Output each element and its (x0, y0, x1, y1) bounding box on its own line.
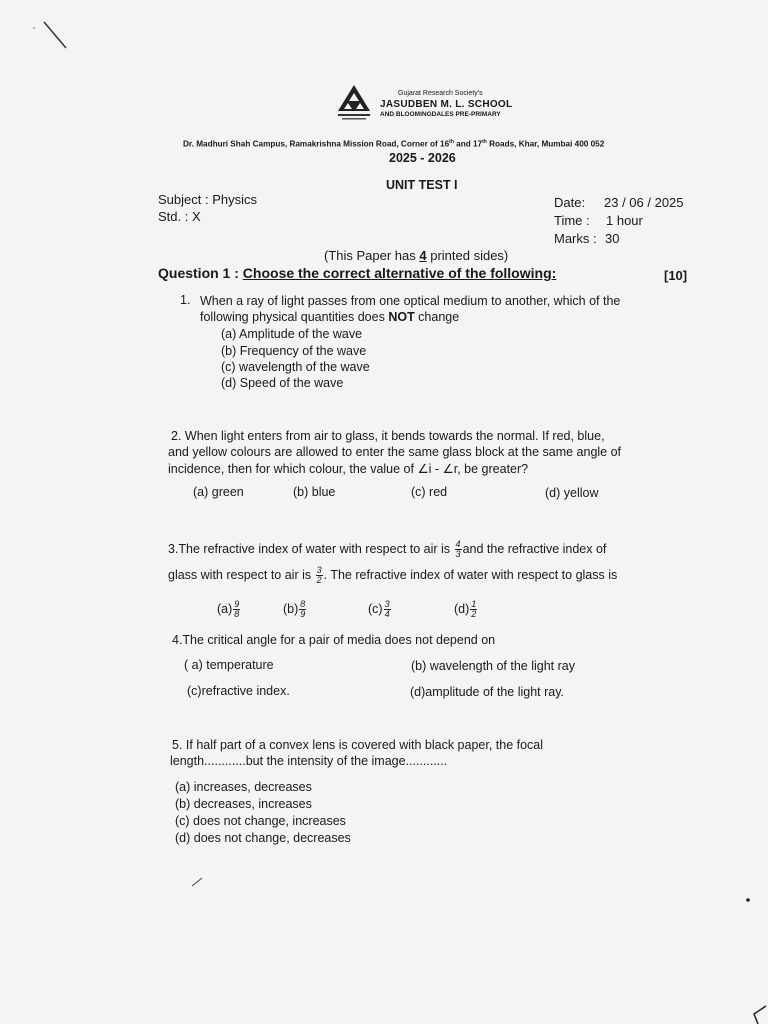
q1-option-d: (d) Speed of the wave (221, 376, 344, 390)
standard: Std. : X (158, 209, 201, 224)
question-1-marks: [10] (664, 268, 688, 283)
marks-value: 30 (605, 231, 620, 246)
q1-line-2: following physical quantities does NOT change (200, 310, 460, 324)
q4-line-1: 4.The critical angle for a pair of media does not depend on (172, 633, 496, 647)
q2-line-2: and yellow colours are allowed to enter the same glass block at the same angle of (168, 445, 622, 459)
q1-number: 1. (180, 293, 191, 307)
scan-mark-top-left (20, 14, 80, 54)
q3-line-2: glass with respect to air is $\frac{3}{2}$ . The refractive index of water with respect to glass is (168, 565, 618, 585)
q3-line-1: 3.The refractive index of water with respect to air is $\frac{4}{3}$ and the refractive index of (168, 539, 607, 559)
q3-option-a: (a) $\frac{9}{8}$ (217, 599, 240, 619)
school-name: JASUDBEN M. L. SCHOOL (380, 99, 513, 110)
preprimary-name: AND BLOOMINGDALES PRE-PRIMARY (380, 111, 501, 118)
q1-option-c: (c) wavelength of the wave (221, 360, 370, 374)
q2-option-a: (a) green (193, 485, 244, 499)
q1-option-a: (a) Amplitude of the wave (221, 327, 363, 341)
fraction: $\frac{3}{2}$ (316, 565, 322, 585)
q2-option-d: (d) yellow (545, 486, 599, 500)
pages-note: (This Paper has 4 printed sides) (324, 248, 509, 263)
q5-option-c: (c) does not change, increases (175, 814, 346, 828)
q2-option-b: (b) blue (293, 485, 336, 499)
subject: Subject : Physics (158, 192, 257, 207)
marks-label: Marks : (554, 231, 597, 246)
q2-line-1: 2. When light enters from air to glass, it bends towards the normal. If red, blue, (171, 429, 605, 443)
q5-line-1: 5. If half part of a convex lens is covered with black paper, the focal (172, 738, 544, 752)
q1-line-1: When a ray of light passes from one optical medium to another, which of the (200, 294, 621, 308)
q4-option-a: ( a) temperature (184, 658, 274, 672)
scan-mark-bottom-right (744, 1000, 768, 1024)
q4-option-c: (c)refractive index. (187, 684, 290, 698)
test-title: UNIT TEST I (386, 178, 458, 192)
school-logo-icon (334, 83, 374, 123)
q4-option-b: (b) wavelength of the light ray (411, 659, 575, 673)
pen-mark (190, 876, 204, 888)
q5-option-b: (b) decreases, increases (175, 797, 312, 811)
q3-option-c: (c) $\frac{3}{4}$ (368, 599, 390, 619)
q2-line-3: incidence, then for which colour, the value of ∠i - ∠r, be greater? (168, 462, 529, 476)
q4-option-d: (d)amplitude of the light ray. (410, 685, 565, 699)
q5-line-2: length............but the intensity of the image............ (170, 754, 448, 768)
q3-option-b: (b) $\frac{8}{9}$ (283, 599, 306, 619)
date-label: Date: (554, 195, 586, 210)
society-name: Gujarat Research Society's (398, 90, 483, 97)
q2-option-c: (c) red (411, 485, 448, 499)
time-label: Time : (554, 213, 590, 228)
q3-option-d: (d) $\frac{1}{2}$ (454, 599, 477, 619)
time-value: 1 hour (606, 213, 643, 228)
school-address: Dr. Madhuri Shah Campus, Ramakrishna Mission Road, Corner of 16th and 17th Roads, Khar, Mumbai 400 052 (183, 139, 605, 149)
q1-option-b: (b) Frequency of the wave (221, 344, 367, 358)
scan-dot-right (744, 896, 752, 904)
date-value: 23 / 06 / 2025 (604, 195, 684, 210)
academic-year: 2025 - 2026 (389, 151, 456, 165)
q5-option-a: (a) increases, decreases (175, 780, 312, 794)
q5-option-d: (d) does not change, decreases (175, 831, 351, 845)
fraction: $\frac{4}{3}$ (455, 539, 461, 559)
question-1-heading: Question 1 : Choose the correct alternative of the following: (158, 265, 557, 281)
